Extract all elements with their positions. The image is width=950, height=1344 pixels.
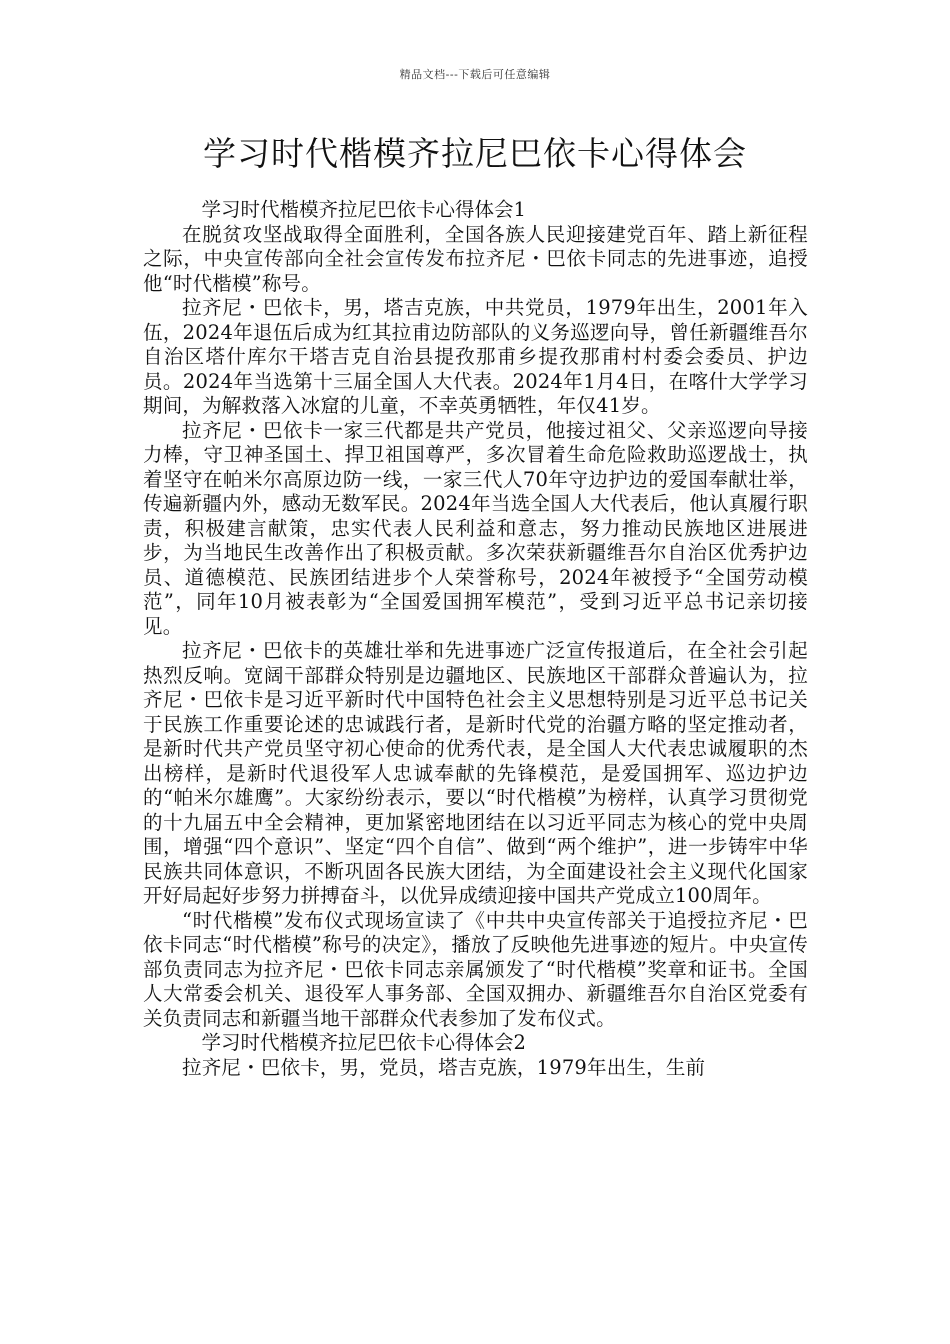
paragraph-1: 在脱贫攻坚战取得全面胜利，全国各族人民迎接建党百年、踏上新征程之际，中央宣传部向全社会宣传发布拉齐尼・巴依卡同志的先进事迹，追授他“时代楷模”称号。	[143, 222, 808, 295]
paragraph-3: 拉齐尼・巴依卡一家三代都是共产党员，他接过祖父、父亲巡逻向导接力棒，守卫神圣国土、捍卫祖国尊严，多次冒着生命危险救助巡逻战士，执着坚守在帕米尔高原边防一线，一家三代人70年守边护边的爱国奉献壮举，传遍新疆内外，感动无数军民。2024年当选全国人大代表后，他认真履行职责，积极建言献策，忠实代表人民利益和意志，努力推动民族地区进展进步，为当地民生改善作出了积极贡献。多次荣获新疆维吾尔自治区优秀护边员、道德模范、民族团结进步个人荣誉称号，2024年被授予“全国劳动模范”，同年10月被表彰为“全国爱国拥军模范”，受到习近平总书记亲切接见。	[143, 418, 808, 638]
document-title: 学习时代楷模齐拉尼巴依卡心得体会	[203, 134, 747, 173]
paragraph-2: 拉齐尼・巴依卡，男，塔吉克族，中共党员，1979年出生，2001年入伍，2024年退伍后成为红其拉甫边防部队的义务巡逻向导，曾任新疆维吾尔自治区塔什库尔干塔吉克自治县提孜那甫乡提孜那甫村村委会委员、护边员。2024年当选第十三届全国人大代表。2024年1月4日，在喀什大学学习期间，为解救落入冰窟的儿童，不幸英勇牺牲，年仅41岁。	[143, 296, 808, 417]
document-body	[143, 198, 808, 1080]
paragraph-5: “时代楷模”发布仪式现场宣读了《中共中央宣传部关于追授拉齐尼・巴依卡同志“时代楷模”称号的决定》，播放了反映他先进事迹的短片。中央宣传部负责同志为拉齐尼・巴依卡同志亲属颁发了“时代楷模”奖章和证书。全国人大常委会机关、退役军人事务部、全国双拥办、新疆维吾尔自治区党委有关负责同志和新疆当地干部群众代表参加了发布仪式。	[143, 908, 808, 1030]
header-note: 精品文档---下载后可任意编辑	[399, 68, 551, 81]
section-heading-1: 学习时代楷模齐拉尼巴依卡心得体会1	[201, 198, 526, 221]
section-heading-2: 学习时代楷模齐拉尼巴依卡心得体会2	[201, 1031, 526, 1054]
paragraph-4: 拉齐尼・巴依卡的英雄壮举和先进事迹广泛宣传报道后，在全社会引起热烈反响。宽阔干部群众特别是边疆地区、民族地区干部群众普遍认为，拉齐尼・巴依卡是习近平新时代中国特色社会主义思想特别是习近平总书记关于民族工作重要论述的忠诚践行者，是新时代党的治疆方略的坚定推动者，是新时代共产党员坚守初心使命的优秀代表，是全国人大代表忠诚履职的杰出榜样，是新时代退役军人忠诚奉献的先锋模范，是爱国拥军、巡边护边的“帕米尔雄鹰”。大家纷纷表示，要以“时代楷模”为榜样，认真学习贯彻党的十九届五中全会精神，更加紧密地团结在以习近平同志为核心的党中央周围，增强“四个意识”、坚定“四个自信”、做到“两个维护”，进一步铸牢中华民族共同体意识，不断巩固各民族大团结，为全面建设社会主义现代化国家开好局起好步努力拼搏奋斗，以优异成绩迎接中国共产党成立100周年。	[143, 639, 808, 907]
paragraph-6: 拉齐尼・巴依卡，男，党员，塔吉克族，1979年出生，生前	[182, 1055, 706, 1079]
